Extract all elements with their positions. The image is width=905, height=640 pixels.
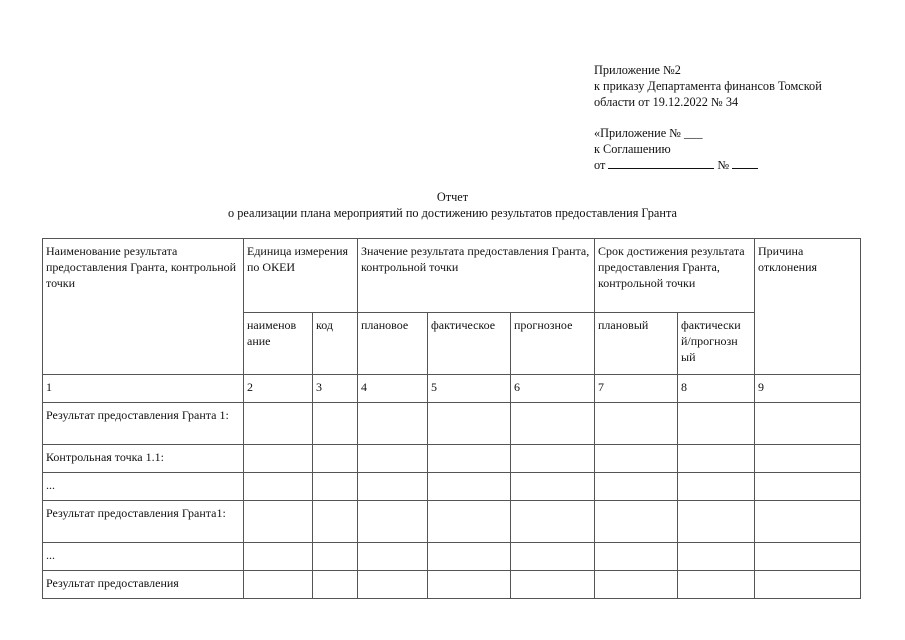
table-cell — [428, 571, 511, 599]
table-cell — [678, 543, 755, 571]
table-cell — [313, 501, 358, 543]
table-cell — [595, 403, 678, 445]
table-cell — [511, 543, 595, 571]
column-number: 8 — [678, 375, 755, 403]
row-label: Результат предоставления — [43, 571, 244, 599]
table-cell — [678, 473, 755, 501]
table-cell — [244, 403, 313, 445]
row-label: Контрольная точка 1.1: — [43, 445, 244, 473]
table-cell — [511, 501, 595, 543]
column-number: 1 — [43, 375, 244, 403]
header-actual-value: фактическое — [428, 313, 511, 375]
table-cell — [755, 571, 861, 599]
table-row — [43, 571, 861, 599]
table-cell — [313, 571, 358, 599]
header-planned-value: плановое — [358, 313, 428, 375]
table-cell — [244, 501, 313, 543]
column-number: 6 — [511, 375, 595, 403]
table-cell — [313, 445, 358, 473]
table-cell — [755, 473, 861, 501]
table-cell — [511, 571, 595, 599]
table-cell — [428, 403, 511, 445]
header-term-actual: фактически й/прогнозн ый — [678, 313, 755, 375]
header-term-planned: плановый — [595, 313, 678, 375]
table-cell — [358, 403, 428, 445]
table-cell — [244, 571, 313, 599]
agreement-label: к Соглашению — [594, 142, 671, 156]
table-cell — [511, 403, 595, 445]
column-number-row — [43, 375, 861, 403]
table-cell — [595, 473, 678, 501]
column-number: 7 — [595, 375, 678, 403]
table-row — [43, 501, 861, 543]
column-number: 9 — [755, 375, 861, 403]
table-cell — [358, 543, 428, 571]
header-unit: Единица измерения по ОКЕИ — [244, 239, 358, 313]
table-row — [43, 473, 861, 501]
row-label: Результат предоставления Гранта1: — [43, 501, 244, 543]
table-cell — [678, 571, 755, 599]
report-subtitle: о реализации плана мероприятий по достижению результатов предоставления Гранта — [228, 206, 677, 220]
report-title: Отчет — [436, 190, 469, 204]
agreement-number-blank — [732, 157, 758, 169]
table-cell — [678, 403, 755, 445]
header-reason: Причина отклонения — [755, 239, 861, 375]
row-label: ... — [43, 473, 244, 501]
table-cell — [595, 571, 678, 599]
appendix-title: Приложение №2 — [594, 63, 681, 77]
row-label: ... — [43, 543, 244, 571]
table-cell — [428, 473, 511, 501]
table-cell — [595, 501, 678, 543]
agreement-date-number — [594, 157, 894, 173]
table-cell — [313, 543, 358, 571]
header-unit-name: наименов ание — [244, 313, 313, 375]
table-cell — [244, 445, 313, 473]
row-label: Результат предоставления Гранта 1: — [43, 403, 244, 445]
header-forecast-value: прогнозное — [511, 313, 595, 375]
header-unit-code: код — [313, 313, 358, 375]
agreement-appendix-number: «Приложение № ___ — [594, 126, 703, 140]
table-cell — [755, 403, 861, 445]
table-cell — [678, 501, 755, 543]
table-cell — [358, 501, 428, 543]
table-cell — [678, 445, 755, 473]
table-cell — [755, 543, 861, 571]
table-cell — [511, 445, 595, 473]
table-cell — [428, 445, 511, 473]
appendix-order: к приказу Департамента финансов Томской — [594, 79, 822, 93]
report-table — [42, 238, 861, 599]
appendix-block — [594, 62, 894, 173]
table-cell — [244, 473, 313, 501]
agreement-date-blank — [608, 157, 714, 169]
table-cell — [511, 473, 595, 501]
table-cell — [313, 473, 358, 501]
header-value: Значение результата предоставления Гранта, контрольной точки — [358, 239, 595, 313]
column-number: 4 — [358, 375, 428, 403]
table-cell — [313, 403, 358, 445]
header-term: Срок достижения результата предоставления Гранта, контрольной точки — [595, 239, 755, 313]
appendix-order-date: области от 19.12.2022 № 34 — [594, 95, 739, 109]
table-row — [43, 445, 861, 473]
table-cell — [428, 501, 511, 543]
table-cell — [595, 543, 678, 571]
table-cell — [358, 445, 428, 473]
table-cell — [244, 543, 313, 571]
column-number: 3 — [313, 375, 358, 403]
table-cell — [755, 445, 861, 473]
report-heading — [0, 189, 905, 221]
agreement-number-label: № — [717, 158, 730, 172]
agreement-from-label: от — [594, 158, 606, 172]
table-row — [43, 543, 861, 571]
table-cell — [358, 571, 428, 599]
column-number: 2 — [244, 375, 313, 403]
table-row — [43, 403, 861, 445]
table-cell — [358, 473, 428, 501]
column-number: 5 — [428, 375, 511, 403]
header-result-name: Наименование результата предоставления Гранта, контрольной точки — [43, 239, 244, 375]
table-cell — [755, 501, 861, 543]
table-cell — [428, 543, 511, 571]
table-cell — [595, 445, 678, 473]
